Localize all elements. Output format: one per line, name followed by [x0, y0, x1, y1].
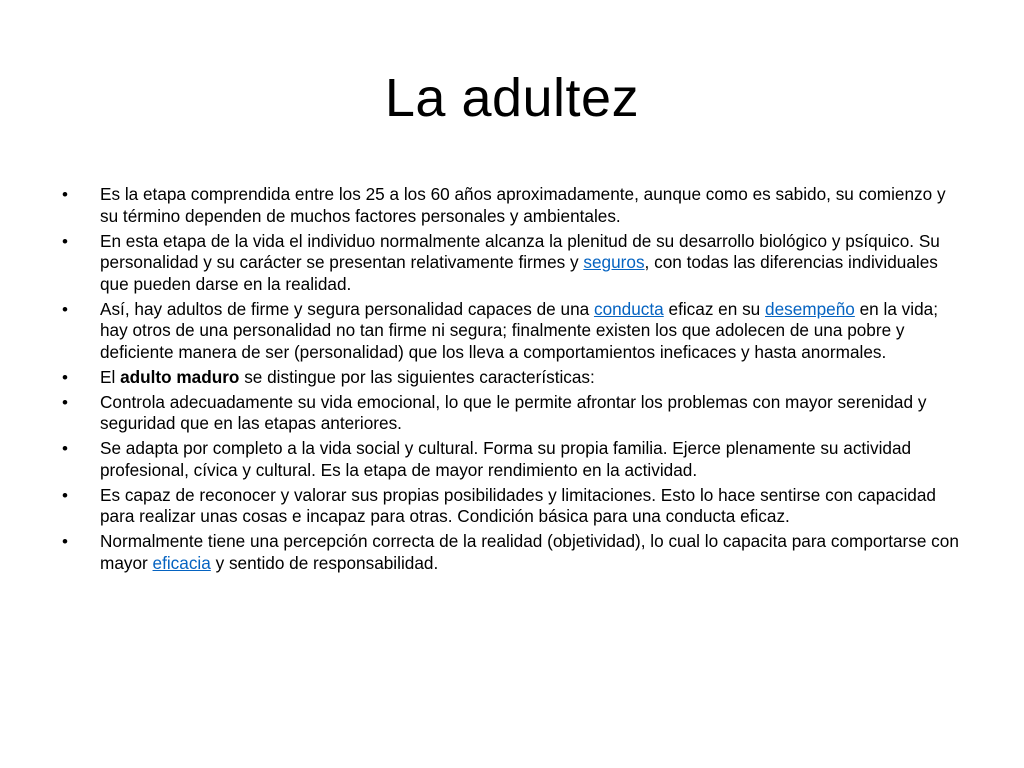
bullet-text: Controla adecuadamente su vida emocional, lo que le permite afrontar los problemas con mayor serenidad y seguridad que en las etapas anteriores. — [100, 391, 927, 433]
bullet-text: Es la etapa comprendida entre los 25 a los 60 años aproximadamente, aunque como es sabido, su comienzo y su término dependen de muchos factores personales y ambientales. — [100, 184, 946, 226]
bullet-item — [62, 531, 962, 574]
bullet-item — [62, 485, 962, 528]
bullet-text: se distingue por las siguientes características: — [239, 366, 595, 387]
bullet-item — [62, 299, 962, 364]
link-seguros[interactable]: seguros — [583, 252, 645, 272]
bullet-marker: • — [62, 392, 68, 412]
bullet-list — [62, 184, 962, 578]
bullet-text: En esta etapa de la vida el individuo normalmente alcanza la plenitud de su desarrollo biológico y psíquico. Su personalidad y su carácter se presentan relativamente firmes y — [100, 230, 940, 272]
bullet-item — [62, 231, 962, 296]
link-desempeno[interactable]: desempeño — [765, 298, 855, 319]
bullet-text: en la vida; hay otros de una personalidad no tan firme ni segura; finalmente existen los que adolecen de una pobre y deficiente manera de ser (personalidad) que los lleva a comportamientos ineficaces y hasta anormales. — [100, 298, 938, 362]
bullet-text: eficaz en su — [663, 298, 766, 319]
bold-term: adulto maduro — [120, 366, 240, 387]
bullet-marker: • — [62, 485, 68, 505]
bullet-text: Se adapta por completo a la vida social y cultural. Forma su propia familia. Ejerce plenamente su actividad profesional, cívica y cultural. Es la etapa de mayor rendimiento en la actividad. — [100, 438, 912, 480]
bullet-text: y sentido de responsabilidad. — [210, 552, 439, 573]
bullet-marker: • — [62, 185, 68, 204]
bullet-marker: • — [62, 532, 68, 551]
bullet-marker: • — [62, 367, 68, 387]
bullet-marker: • — [62, 231, 68, 251]
bullet-marker: • — [62, 299, 68, 319]
bullet-text: Es capaz de reconocer y valorar sus propias posibilidades y limitaciones. Esto lo hace sentirse con capacidad para realizar unas cosas e incapaz para otras. Condición básica para una conducta eficaz. — [100, 484, 936, 526]
link-conducta[interactable]: conducta — [593, 298, 664, 319]
bullet-text: Así, hay adultos de firme y segura personalidad capaces de una — [100, 298, 594, 319]
bullet-text: , con todas las diferencias individuales que pueden darse en la realidad. — [100, 252, 938, 294]
bullet-text: Normalmente tiene una percepción correcta de la realidad (objetividad), lo cual lo capacita para comportarse con mayor — [100, 531, 959, 573]
bullet-item — [62, 367, 962, 389]
link-eficacia[interactable]: eficacia — [152, 552, 211, 573]
bullet-text: El — [100, 366, 121, 387]
bullet-marker: • — [62, 439, 68, 458]
bullet-item — [62, 392, 962, 435]
slide-title: La adultez — [384, 68, 640, 128]
bullet-item — [62, 438, 962, 481]
bullet-item — [62, 184, 962, 227]
